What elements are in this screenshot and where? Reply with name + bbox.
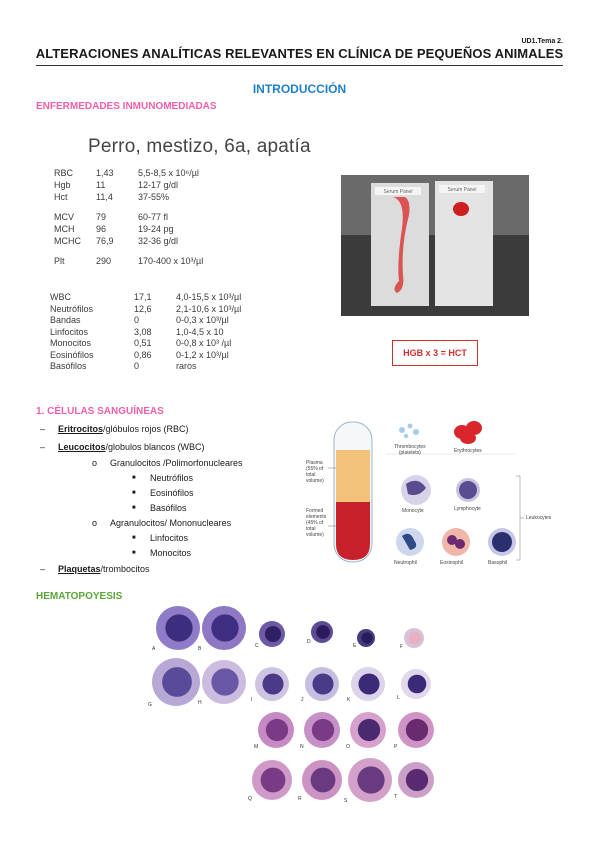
white-param-range: 0-1,2 x 10³/µl <box>176 349 229 360</box>
cell-nucleus <box>261 768 286 793</box>
white-param-name: WBC <box>50 292 71 302</box>
white-param-value: 17,1 <box>134 292 152 302</box>
plasma-caption: Plasma (55% of total volume) <box>306 460 324 484</box>
red-param-value: 11 <box>96 180 106 190</box>
case-lab-slide <box>48 136 328 381</box>
cell-letter: G <box>148 702 152 708</box>
cell-letter: Q <box>248 796 252 802</box>
cell-letter: R <box>298 796 302 802</box>
erythrocytes-desc: /glóbulos rojos (RBC) <box>103 424 189 434</box>
leukocytes-term: Leucocitos <box>58 442 106 452</box>
tube-label-left: Serum Panel <box>383 189 413 195</box>
bullet-marker: ■ <box>132 535 136 541</box>
leukocytes-desc: /globulos blancos (WBC) <box>105 442 205 452</box>
blood-composition-figure <box>306 418 568 568</box>
red-param-name: MCHC <box>54 236 81 246</box>
cell-nucleus <box>312 673 333 694</box>
platelets-desc: /trombocitos <box>100 564 150 574</box>
red-param-value: 96 <box>96 224 107 234</box>
white-param-name: Neutrófilos <box>50 303 94 314</box>
section-heading-blood-cells: 1. CÉLULAS SANGUÍNEAS <box>36 406 164 417</box>
serum-slides-photo <box>341 175 529 316</box>
cell-letter: B <box>198 646 202 652</box>
bullet-marker: ■ <box>132 490 136 496</box>
white-param-range: 0-0,3 x 10³/µl <box>176 315 229 325</box>
intro-heading: INTRODUCCIÓN <box>252 82 347 96</box>
section-heading-immune: ENFERMEDADES INMUNOMEDIADAS <box>36 101 217 112</box>
red-param-name: Plt <box>54 256 65 266</box>
cell-nucleus <box>266 719 288 741</box>
white-param-value: 0,86 <box>134 349 152 360</box>
cell-nucleus <box>361 632 372 643</box>
cell-letter: C <box>255 643 259 649</box>
basophil-caption: Basophil <box>488 560 508 566</box>
cell-nucleus <box>211 668 238 695</box>
cell-nucleus <box>165 614 192 641</box>
red-param-name: MCH <box>54 224 75 234</box>
tube-label-right: Serum Panel <box>447 187 477 193</box>
cell-letter: J <box>301 697 304 703</box>
white-param-range: raros <box>176 361 197 371</box>
cell-nucleus <box>406 719 428 741</box>
cell-letter: M <box>254 744 259 750</box>
platelets-term: Plaquetas <box>58 564 101 574</box>
white-param-range: 4,0-15,5 x 10³/µl <box>176 292 242 302</box>
red-param-value: 76,9 <box>96 236 114 246</box>
dash-marker: – <box>40 424 46 434</box>
white-param-value: 0 <box>134 361 140 371</box>
monocytes-item: Monocitos <box>150 548 192 558</box>
cell-nucleus <box>311 768 336 793</box>
bullet-marker: ■ <box>132 505 136 511</box>
red-param-name: Hgb <box>54 180 71 190</box>
erythrocytes-term: Eritrocitos <box>58 424 104 434</box>
dash-marker: – <box>40 564 46 574</box>
formed-elements-caption: Formed elements (45% of total volume) <box>306 508 327 538</box>
white-param-name: Linfocitos <box>50 326 89 337</box>
title-divider <box>36 65 563 66</box>
red-param-range: 32-36 g/dl <box>138 236 179 246</box>
cell-letter: D <box>307 639 311 645</box>
bullet-marker: ■ <box>132 475 136 481</box>
cell-nucleus <box>408 675 427 694</box>
white-param-value: 12,6 <box>134 303 152 314</box>
formula-box: HGB x 3 = HCT <box>392 340 478 366</box>
white-param-name: Bandas <box>50 315 81 325</box>
cell-nucleus <box>316 625 330 639</box>
cell-nucleus <box>357 766 384 793</box>
red-param-name: MCV <box>54 212 74 222</box>
red-param-range: 37-55% <box>138 192 170 202</box>
monocyte-caption: Monocyte <box>402 508 424 514</box>
cell-letter: P <box>394 744 398 750</box>
erythrocytes-caption: Erythrocytes <box>454 448 482 454</box>
red-param-range: 19-24 pg <box>138 224 174 234</box>
cell-nucleus <box>358 719 380 741</box>
eosinophil-caption: Eosinophil <box>440 560 464 566</box>
hematopoiesis-cells-figure <box>148 604 448 806</box>
cell-nucleus <box>262 673 283 694</box>
sub-marker: o <box>92 518 98 528</box>
red-param-range: 170-400 x 10³/µl <box>138 256 204 266</box>
cell-letter: F <box>400 644 404 650</box>
white-param-name: Monocitos <box>50 338 92 348</box>
white-param-value: 0,51 <box>134 338 152 348</box>
red-param-range: 5,5-8,5 x 10⁶/µl <box>138 168 199 178</box>
cell-nucleus <box>162 667 192 697</box>
bullet-marker: ■ <box>132 550 136 556</box>
cell-nucleus <box>265 626 281 642</box>
leukocytes-caption: Leukocytes <box>526 515 552 521</box>
agranulocytes-item: Agranulocitos/ Mononucleares <box>110 518 232 528</box>
neutrophils-item: Neutrófilos <box>150 473 194 483</box>
red-param-name: RBC <box>54 168 74 178</box>
white-param-range: 0-0,8 x 10³ /µl <box>176 338 232 348</box>
cell-letter: I <box>251 697 253 703</box>
lymphocyte-caption: Lymphocyte <box>454 506 481 512</box>
lymphocytes-item: Linfocitos <box>150 533 189 543</box>
red-param-range: 60-77 fl <box>138 212 169 222</box>
red-param-value: 1,43 <box>96 168 114 178</box>
cell-nucleus <box>312 719 334 741</box>
thrombocytes-caption: Thrombocytes (platelets) <box>394 444 426 456</box>
red-param-range: 12-17 g/dl <box>138 180 179 190</box>
cell-letter: O <box>346 744 350 750</box>
cell-letter: T <box>394 794 398 800</box>
neutrophil-caption: Neutrophil <box>394 560 417 566</box>
white-param-range: 1,0-4,5 x 10 <box>176 326 224 337</box>
red-param-value: 290 <box>96 256 112 266</box>
eosinophils-item: Eosinófilos <box>150 488 194 498</box>
basophils-item: Basófilos <box>150 503 187 513</box>
cell-letter: S <box>344 798 348 804</box>
cell-letter: L <box>397 695 400 701</box>
white-param-name: Basófilos <box>50 361 87 371</box>
red-param-value: 79 <box>96 212 107 222</box>
page-title: ALTERACIONES ANALÍTICAS RELEVANTES EN CLÍNICA DE PEQUEÑOS ANIMALES <box>35 46 564 61</box>
white-param-range: 2,1-10,6 x 10³/µl <box>176 303 242 314</box>
cell-nucleus <box>409 632 421 644</box>
granulocytes-item: Granulocitos /Polimorfonucleares <box>110 458 243 468</box>
case-title: Perro, mestizo, 6a, apatía <box>88 136 311 157</box>
sub-marker: o <box>92 458 98 468</box>
white-param-name: Eosinófilos <box>50 349 94 360</box>
cell-letter: A <box>152 646 156 652</box>
white-param-value: 0 <box>134 315 140 325</box>
cell-nucleus <box>211 614 238 641</box>
cell-nucleus <box>406 769 428 791</box>
cell-letter: E <box>353 643 357 649</box>
red-param-value: 11,4 <box>96 192 113 202</box>
cell-nucleus <box>358 673 379 694</box>
cell-letter: H <box>198 700 202 706</box>
white-param-value: 3,08 <box>134 326 152 337</box>
cell-letter: N <box>300 744 304 750</box>
unit-label: UD1.Tema 2. <box>521 38 563 45</box>
dash-marker: – <box>40 442 46 452</box>
cell-letter: K <box>347 697 351 703</box>
section-heading-hematopoiesis: HEMATOPOYESIS <box>36 591 123 602</box>
red-param-name: Hct <box>54 192 68 202</box>
